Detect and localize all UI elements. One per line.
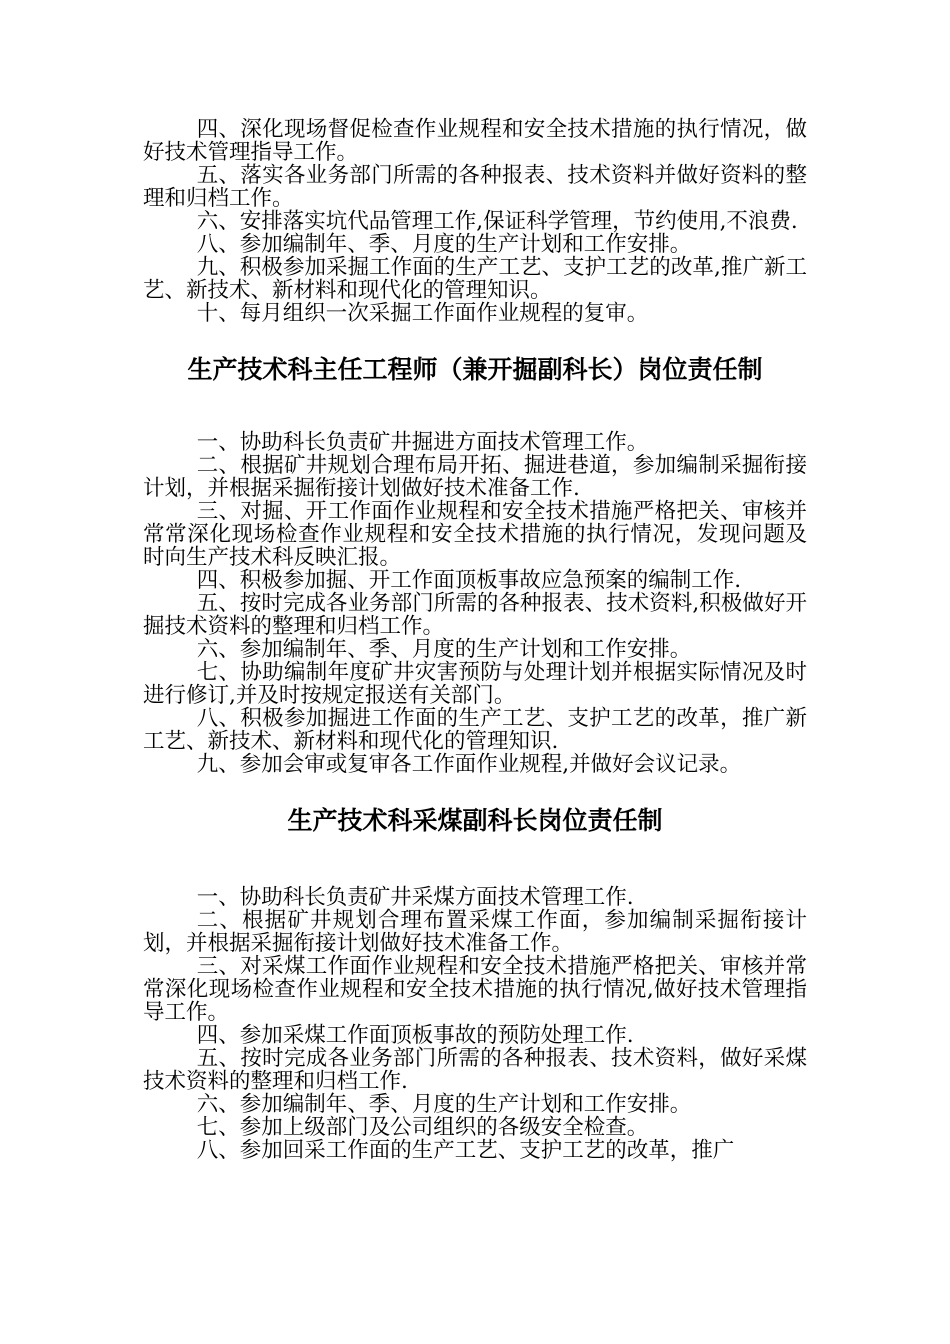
- paragraph: 十、每月组织一次采掘工作面作业规程的复审。: [196, 301, 649, 326]
- paragraph: 七、协助编制年度矿井灾害预防与处理计划并根据实际情况及时进行修订,并及时按规定报送有关部门。: [143, 660, 807, 708]
- paragraph: 五、落实各业务部门所需的各种报表、技术资料并做好资料的整理和归档工作。: [143, 163, 807, 211]
- paragraph: 五、按时完成各业务部门所需的各种报表、技术资料,积极做好开掘技术资料的整理和归档工作。: [143, 591, 807, 639]
- paragraph: 四、参加采煤工作面顶板事故的预防处理工作.: [196, 1023, 634, 1048]
- paragraph: 一、协助科长负责矿井掘进方面技术管理工作。: [196, 430, 649, 455]
- paragraph: 四、积极参加掘、开工作面顶板事故应急预案的编制工作.: [196, 568, 742, 593]
- paragraph: 一、协助科长负责矿井采煤方面技术管理工作.: [196, 885, 634, 910]
- paragraph: 六、安排落实坑代品管理工作,保证科学管理，节约使用,不浪费.: [196, 209, 798, 234]
- paragraph: 五、按时完成各业务部门所需的各种报表、技术资料，做好采煤技术资料的整理和归档工作.: [143, 1046, 807, 1094]
- paragraph: 八、积极参加掘进工作面的生产工艺、支护工艺的改革，推广新工艺、新技术、新材料和现代化的管理知识.: [143, 706, 807, 754]
- section-a: [143, 118, 807, 325]
- paragraph: 八、参加回采工作面的生产工艺、支护工艺的改革，推广: [196, 1138, 735, 1163]
- paragraph: 六、参加编制年、季、月度的生产计划和工作安排。: [196, 1092, 692, 1117]
- paragraph: 三、对掘、开工作面作业规程和安全技术措施严格把关、审核并常常深化现场检查作业规程和安全技术措施的执行情况，发现问题及时向生产技术科反映汇报。: [143, 499, 807, 570]
- section-title-coal-mining-deputy: 生产技术科采煤副科长岗位责任制: [287, 806, 663, 835]
- paragraph: 九、积极参加采掘工作面的生产工艺、支护工艺的改革,推广新工艺、新技术、新材料和现代化的管理知识。: [143, 255, 807, 303]
- section-title-chief-engineer: 生产技术科主任工程师（兼开掘副科长）岗位责任制: [187, 355, 763, 384]
- paragraph: 九、参加会审或复审各工作面作业规程,并做好会议记录。: [196, 752, 742, 777]
- paragraph: 七、参加上级部门及公司组织的各级安全检查。: [196, 1115, 649, 1140]
- paragraph: 四、深化现场督促检查作业规程和安全技术措施的执行情况，做好技术管理指导工作。: [143, 117, 807, 165]
- section-c: [143, 886, 807, 1162]
- paragraph: 六、参加编制年、季、月度的生产计划和工作安排。: [196, 637, 692, 662]
- paragraph: 八、参加编制年、季、月度的生产计划和工作安排。: [196, 232, 692, 257]
- section-b: [143, 431, 807, 776]
- paragraph: 三、对采煤工作面作业规程和安全技术措施严格把关、审核并常常深化现场检查作业规程和安全技术措施的执行情况,做好技术管理指导工作。: [143, 954, 807, 1025]
- paragraph: 二、根据矿井规划合理布局开拓、掘进巷道，参加编制采掘衔接计划，并根据采掘衔接计划做好技术准备工作.: [143, 453, 807, 501]
- paragraph: 二、根据矿井规划合理布置采煤工作面，参加编制采掘衔接计划，并根据采掘衔接计划做好技术准备工作。: [143, 908, 807, 956]
- document-page: [143, 118, 807, 1162]
